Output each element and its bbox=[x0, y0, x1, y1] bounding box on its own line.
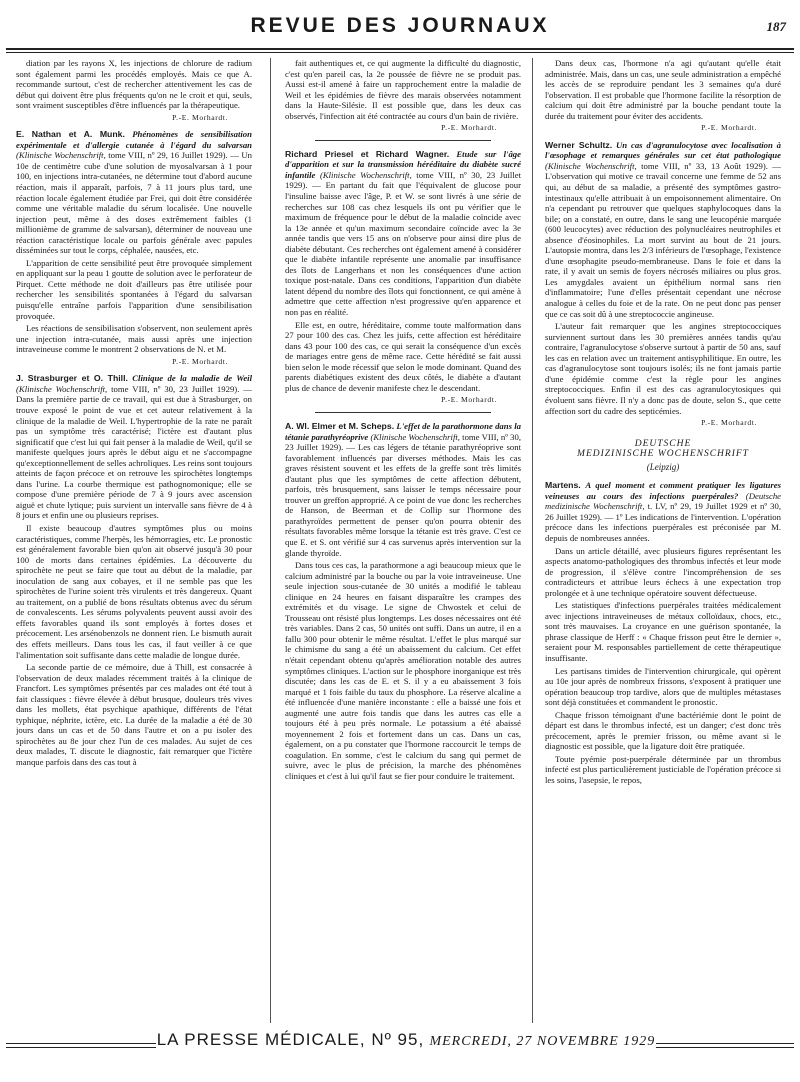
article-paragraph: Les statistiques d'infections puerpérales traitées médicalement avec injections intraveineuses de métaux colloïdaux, chocs, etc., sont très mauvaises. La croyance en une guérison spontanée, la phrase classique de Herff : « Chaque frisson peut être le dernier », seraient pour M. responsables partiellement de cette thérapeutique insuffisante. bbox=[545, 600, 781, 663]
article-separator bbox=[315, 412, 491, 413]
signature: P.-E. Morhardt. bbox=[701, 418, 757, 428]
article-source: (Klinische Wochenschrift, bbox=[370, 431, 460, 442]
footer-text bbox=[156, 1030, 656, 1050]
journal-name: DEUTSCHE bbox=[634, 438, 692, 449]
article-head bbox=[285, 421, 521, 558]
article-title: Un cas d'agranulocytose avec localisation à l'œsophage et remarques générales sur cet état pathologique bbox=[545, 139, 781, 161]
article-source: (Deutsche medizinische Wochenschrift, bbox=[545, 490, 781, 512]
article-body: tome VIII, nº 30, 23 Juillet 1929). — Dans la première partie de ce travail, qui est due à Strasburger, on trouve exposé le point de vue et cet auteur relativement à la clinique de la maladie de Weil. L'hypertrophie de la rate ne paraît pas un symptôme très caractérisé; l'ictère est d'autant plus significatif que c'est lui qui fait penser à la maladie de Weil, qu'il se manifeste quelques jours après le début aigu et ne s'accompagne qu'exceptionnellement de selles achroliques. Les reins sont toujours atteints de façon précoce et on retrouve les spirochètes longtemps dans l'urine. La courbe thermique est pathognomonique; elle se compose d'une première période de 7 à 9 jours avec ascension aiguë et chute lytique; puis survient un intervalle sans fièvre de 4 à 8 jours et enfin une ou plusieurs reprises. bbox=[16, 383, 252, 521]
article-paragraph: Elle est, en outre, héréditaire, comme toute malformation dans 27 pour 100 des cas. Chez les juifs, cette affection est héréditaire dans 43 pour 100 des cas, ce qui serait la conséquence d'un excès de mariages entre gens de même race. Cette hérédité se fait aussi bien selon le mode récessif que selon le mode dominant. Quand des parents diabétiques existent des deux côtés, le diabète a d'autant plus de chance de devenir manifeste chez le descendant. bbox=[285, 319, 521, 393]
article-body: tome VIII, nº 30, 23 Juillet 1929). — Les cas légers de tétanie parathyréoprive sont favorablement influencés par diverses méthodes. Mais les cas graves résistent souvent et les effets de la greffe sont très limités d'autant plus que les symptômes de cette affection débutent, parfois, très brusquement, sans laisser le temps nécessaire pour trouver un greffon approprié. A ce point de vue donc les recherches de Hanson, de Beerman et de Collip sur l'hormone des parathyroïdes permettent de penser qu'on pourra obtenir des résultats favorables même lorsque la tétanie est très grave. C'est ce que E. et S. ont vérifié sur 4 cas survenus après intervention sur la glande thyroïde. bbox=[285, 431, 521, 558]
column-3 bbox=[545, 58, 781, 1023]
article-authors: Werner Schultz. bbox=[545, 139, 613, 150]
article-separator bbox=[315, 140, 491, 141]
article-schultz bbox=[545, 140, 781, 429]
article-continuation: fait authentiques et, ce qui augmente la difficulté du diagnostic, c'est qu'en pareil cas, la 2e poussée de fièvre ne se produit pas. Aussi est-il amené à faire un rapprochement entre la maladie de Weil et les épidémies de fièvre des marais observées notamment dans la Haute-Silésie. Il est possible que, dans les deux cas observés, l'infection ait été contractée au cours d'un bain de rivière. bbox=[285, 58, 521, 121]
article-paragraph: L'apparition de cette sensibilité peut être provoquée simplement en appliquant sur la peau 1 goutte de solution avec le perforateur de Pirquet. Cette méthode ne doit d'ailleurs pas être utilisée pour rechercher les sensibilités spontanées à l'égard du salvarsan puisqu'elle entraîne parfois l'apparition d'une sensibilisation provoquée. bbox=[16, 257, 252, 321]
column-divider bbox=[532, 58, 533, 1023]
article-paragraph: Les réactions de sensibilisation s'observent, non seulement après une injection intra-cutanée, mais aussi après une injection intraveineuse comme le montrent 2 observations de N. et M. bbox=[16, 323, 252, 355]
running-title: REVUE DES JOURNAUX bbox=[250, 14, 550, 37]
article-paragraph: Les partisans timides de l'intervention chirurgicale, qui opèrent au 10e jour après de nombreux frissons, s'exposent à pratiquer une opération beaucoup trop tardive, alors que de multiples métastases sont déjà constituées et commandent le pronostic. bbox=[545, 665, 781, 708]
header-rule bbox=[6, 48, 794, 50]
column-2 bbox=[285, 58, 521, 1023]
article-source: (Klinische Wochenschrift, bbox=[545, 160, 637, 171]
article-title: L'effet de la parathormone dans la tétanie parathyréoprive bbox=[285, 420, 521, 442]
article-head bbox=[545, 480, 781, 543]
article-paragraph: Il existe beaucoup d'autres symptômes plus ou moins caractéristiques, comme l'herpès, les hémorragies, etc. Le pronostic est généralement favorable bien qu'on ait observé jusqu'à 30 pour 100 de morts dans certaines épidémies. La découverte du spirochète ne peut se faire que tout au début de la maladie, par inoculation de sang aux cobayes, et il ne semble pas que les spirochètes de l'urine soient très virulents et très dangereux. Quant au traitement, on a publié de bons résultats obtenus avec du sérum de convalescents. Les sérums polyvalents peuvent aussi avoir des effets favorables quand ils sont employés à fortes doses et précocement. Les arsénobenzols ne donnent rien. Le bismuth aurait des effets meilleurs. Dans tous les cas, il faut veiller à ce que l'alimentation soit suffisante dans cette maladie de longue durée. bbox=[16, 522, 252, 660]
signature: P.-E. Morhardt. bbox=[441, 123, 497, 133]
article-priesel-wagner bbox=[285, 149, 521, 406]
article-authors: A. Wl. Elmer et M. Scheps. bbox=[285, 420, 395, 431]
article-title: Clinique de la maladie de Weil bbox=[132, 373, 252, 384]
article-paragraph: Toute pyémie post-puerpérale déterminée par un thrombus infecté est plus particulièrement justiciable de l'opération précoce si les soins, l'asepsie, le repos, bbox=[545, 753, 781, 785]
article-elmer-scheps bbox=[285, 421, 521, 782]
journal-name-2: MEDIZINISCHE WOCHENSCHRIFT bbox=[577, 449, 749, 460]
article-head bbox=[16, 129, 252, 256]
signature: P.-E. Morhardt. bbox=[172, 356, 228, 366]
article-title: Etude sur l'âge d'apparition et sur la transmission héréditaire du diabète sucré infantile bbox=[285, 148, 521, 180]
page-footer bbox=[6, 1030, 794, 1062]
article-body: t. LV, nº 29, 19 Juillet 1929 et nº 30, 26 Juillet 1929). — 1º Les indications de l'intervention. L'opération précoce dans les infections puerpérales est préconisée par M. depuis de nombreuses années. bbox=[545, 501, 781, 543]
article-body: tome VIII, nº 33, 13 Août 1929). — L'observation qui motive ce travail concerne une femme de 52 ans qui, au début de sa maladie, a présenté des symptômes gastro-intestinaux qu'elle attribuait à un empoisonnement alimentaire. On n'a cependant pu retrouver que quelques staphylocoques dans la bile; on a constaté, en outre, dans le sang une leucopénie marquée (600 leucocytes) avec réduction des polynucléaires neutrophiles et absence d'éosinophiles. La mort survint au bout de 21 jours. L'autopsie montra, dans les 2/3 inférieurs de l'œsophage, l'existence d'une œsophagite pseudo-membraneuse. Dans le foie et dans la rate, il y avait un semis de foyers nécrosés miliaires ou plus gros. Les amygdales avaient un épithélium normal sans rien d'inflammatoire; l'une d'elles présentait cependant une nécrose analogue à celles du foie et de la rate. On ne peut donc pas penser que ce cas soit dû à une streptococcie angineuse. bbox=[545, 160, 781, 319]
article-head bbox=[545, 140, 781, 319]
article-authors: Martens. bbox=[545, 480, 581, 491]
column-1 bbox=[16, 58, 252, 1023]
page-number: 187 bbox=[766, 19, 786, 34]
article-source: (Klinische Wochenschrift, bbox=[16, 383, 108, 394]
article-martens bbox=[545, 480, 781, 785]
article-head bbox=[16, 373, 252, 521]
article-nathan-munk bbox=[16, 129, 252, 367]
journal-heading bbox=[545, 439, 781, 460]
article-source: (Klinische Wochenschrift, bbox=[16, 150, 106, 161]
article-head bbox=[285, 149, 521, 318]
article-paragraph: Dans un article détaillé, avec plusieurs figures représentant les aspects anatomo-pathologiques des thrombus infectés et leur mode de progression, il s'élève contre l'incompréhension de ses contradicteurs et attribue leurs échecs à une expectation trop prolongée et à une technique opératoire souvent défectueuse. bbox=[545, 545, 781, 598]
article-body: tome VIII, nº 29, 16 Juillet 1929). — Un 10e de centimètre cube d'une solution de myosalvarsan à 1 pour 100, en injections intra-cutanées, ne détermine tout d'abord aucune réaction, mais il apparaît, parfois, 7 à 11 jours plus tard, une réaction locale également étudiée par Frei, qui doit être considérée comme une véritable maladie du sérum localisée. Une nouvelle injection peut, même à des doses extrêmement faibles (1 millionième de gramme de salvarsan), déterminer de nouveau une réaction caractéristique locale ou parfois générale avec papules disséminées sur tout le corps, céphalée, nausées, etc. bbox=[16, 150, 252, 256]
article-paragraph: Chaque frisson témoignant d'une bactériémie dont le point de départ est dans le thrombus infecté, est un danger; c'est donc très précocement, après le premier frisson, ou même avant si le diagnostic est possible, que la ligature doit être pratiquée. bbox=[545, 709, 781, 752]
journal-city: (Leipzig) bbox=[646, 461, 680, 472]
article-continuation: diation par les rayons X, les injections de chlorure de radium sont également parmi les procédés employés. Mais ce que A. recommande surtout, c'est de rechercher attentivement les cas de début qui doivent être plus fréquents qu'on ne le croit et qui, seuls, sont vraiment susceptibles d'être influencés par la thérapeutique. bbox=[16, 58, 252, 111]
article-paragraph: La seconde partie de ce mémoire, due à Thill, est consacrée à l'observation de deux malades récemment traités à la clinique de Francfort. Les symptômes présentés par ces malades ont été tout à fait classiques : fièvre élevée à début brusque, douleurs très vives dans les mollets, état psychique apathique, différents de l'état typhique, néphrite, ictère, etc. La durée de la maladie a été de 30 jours dans un cas et de 50 dans l'autre et on a pu isoler des spirochètes au 8e jour chez l'un de ces malades. Au sujet de ces deux malades, T. discute le diagnostic, fait remarquer que l'ictère manque parfois dans des cas tout à bbox=[16, 662, 252, 767]
article-title: A quel moment et comment pratiquer les ligatures veineuses au cours des infections puerpérales? bbox=[545, 480, 781, 501]
signature: P.-E. Morhardt. bbox=[441, 395, 497, 405]
article-authors: E. Nathan et A. Munk. bbox=[16, 129, 125, 140]
article-title: Phénomènes de sensibilisation expérimentale et d'allergie cutanée à l'égard du salvarsan bbox=[16, 129, 252, 150]
page-header bbox=[6, 8, 794, 58]
article-paragraph: L'auteur fait remarquer que les angines streptococciques surviennent surtout dans les 30 premières années tandis qu'au contraire, l'agranulocytose s'observe surtout à partir de 50 ans, sauf les cas en relation avec un traitement antisyphilitique. En outre, les cas d'agranulocytose sont toujours isolés; ils ne font jamais partie d'une épidémie comme c'est la règle pour les angines streptococciques. Enfin il est des cas agranulocytosiques qui évoluent sans fièvre. Il n'y a donc pas de doute, selon S., que cette affection sort du cadre des septicémies. bbox=[545, 321, 781, 416]
header-rule-thin bbox=[6, 52, 794, 53]
column-divider bbox=[270, 58, 271, 1023]
article-paragraph: Dans tous ces cas, la parathormone a agi beaucoup mieux que le calcium administré par la bouche ou par la voie intraveineuse. Une seule injection sous-cutanée de 30 unités a modifié le tableau clinique en 24 heures en faisant disparaître les crampes des extrémités et du visage. Le signe de Chwostek et celui de Trousseau ont résisté plus longtemps. Les doses nécessaires ont été très variables. Dans 2 cas, 50 unités ont suffi. Dans un autre, il en a fallu 300 pour obtenir le même résultat. L'effet le plus marqué sur le chimisme du sang a été un abaissement du calcium. Cet effet n'était cependant obtenu qu'après amélioration notable des autres symptômes cliniques. L'action sur le phosphore inorganique est très discutée; dans les cas de E. et S. il y a eu abaissement 3 fois marqué et 1 fois faible du taux du phosphore. La réserve alcaline a été influencée d'une manière inconstante : elle a baissé une fois et augmenté une autre fois tandis que dans les autres cas elle a toujours été à peu près normale. Le potassium a été abaissé moyennement 2 fois et fortement dans un cas. Dans un cas, également, on a pu constater que l'hormone raccourcit le temps de coagulation. En somme, c'est le calcium du sang qui permet de suivre, avec le plus de précision, la marche des phénomènes cliniques et c'est à lui qu'il faut se fier pour conduire le traitement. bbox=[285, 560, 521, 781]
article-authors: J. Strasburger et O. Thill. bbox=[16, 373, 128, 384]
footer-date: MERCREDI, 27 NOVEMBRE 1929 bbox=[429, 1034, 656, 1049]
article-authors: Richard Priesel et Richard Wagner. bbox=[285, 148, 450, 159]
signature: P.-E. Morhardt. bbox=[701, 123, 757, 133]
article-strasburger-thill bbox=[16, 373, 252, 767]
article-source: (Klinische Wochenschrift, bbox=[319, 169, 412, 180]
article-continuation: Dans deux cas, l'hormone n'a agi qu'autant qu'elle était administrée. Mais, dans un cas, une seule administration a empêché les accès de se reproduire pendant les 3 semaines qu'a duré l'observation. Il est probable que l'hormone facilite la résorption de calcium qui doit être administré par la bouche pendant toute la durée du traitement pour éviter des accidents. bbox=[545, 58, 781, 121]
signature: P.-E. Morhardt. bbox=[172, 112, 228, 122]
article-body: tome VIII, nº 30, 23 Juillet 1929). — En partant du fait que l'équivalent de glucose pour l'insuline baisse avec l'âge, P. et W. se sont livrés à une série de recherches sur 108 cas chez lesquels ils ont pu vérifier que le maximum de fréquence pour le début de la maladie coïncide avec la 13e année et qu'un maximum secondaire coïncide avec la 3e année tandis que vers 15 ans on n'observe pour ainsi dire plus de diabète débutant. Ces recherches ont également amené à considérer que le diabète infantile représente une anomalie par insuffisance des îlots de Langerhans et non les conséquences d'une action toxique post-natale. Dans ces conditions, l'apparition d'un diabète latent dépend du nombre des îlots qui fonctionnent, ce qui amène à admettre que cette affection n'est progressive qu'en apparence et non pas en réalité. bbox=[285, 169, 521, 318]
footer-journal: LA PRESSE MÉDICALE, Nº 95, bbox=[156, 1030, 425, 1049]
